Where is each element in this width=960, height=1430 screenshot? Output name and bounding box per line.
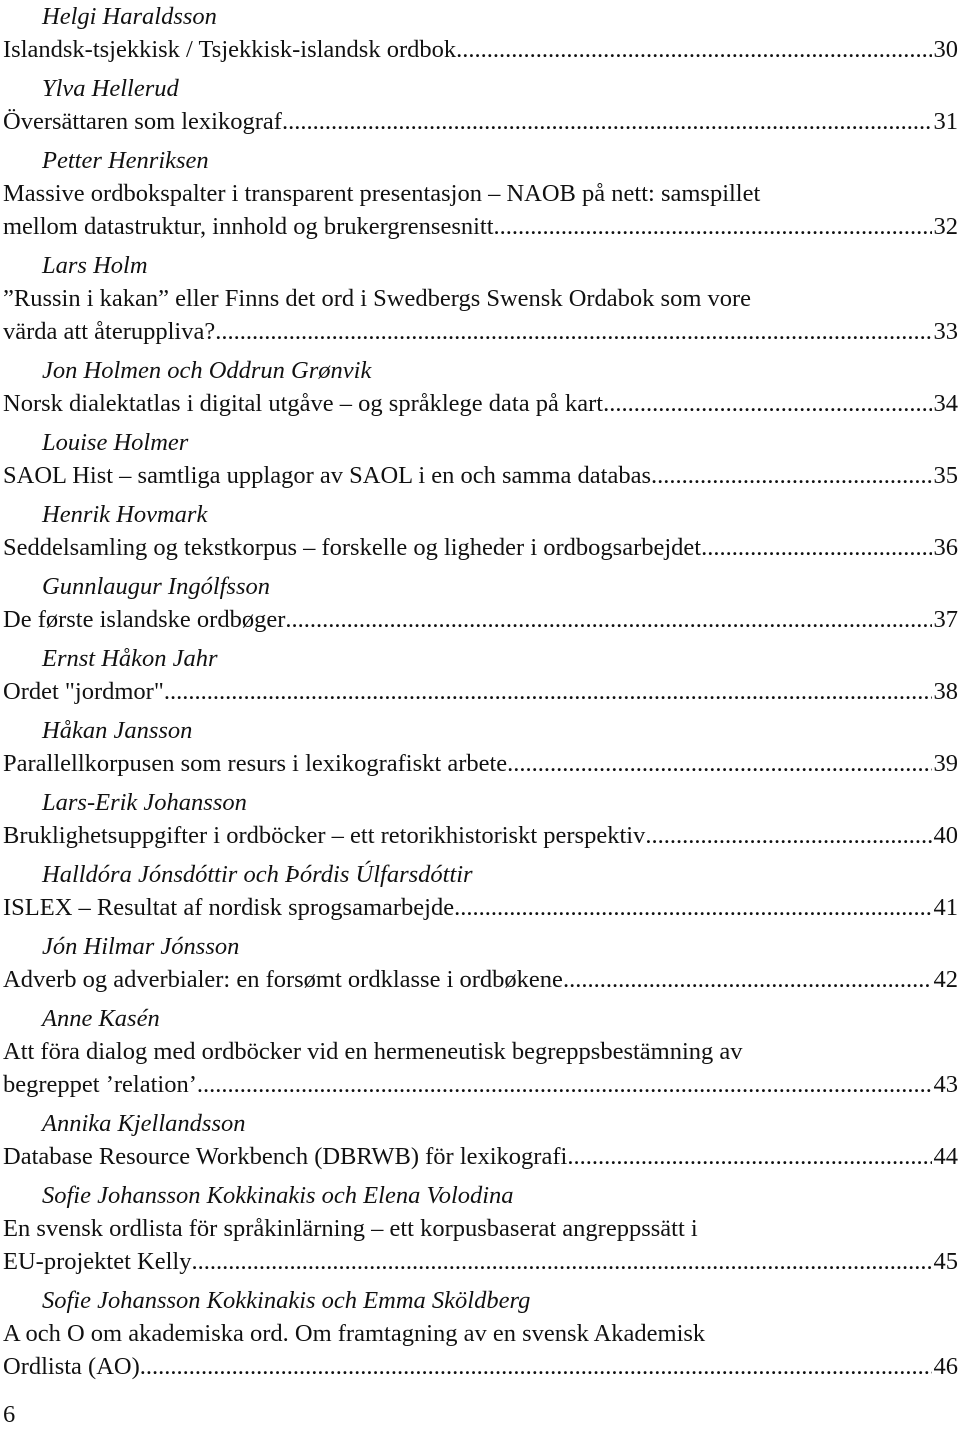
entry-page-number: 31 — [933, 108, 958, 135]
entry-author: Helgi Haraldsson — [42, 3, 217, 30]
entry-title — [3, 1317, 958, 1383]
toc-entry — [3, 930, 958, 996]
entry-author: Petter Henriksen — [42, 147, 209, 174]
entry-title — [3, 459, 958, 492]
entry-title-line: En svensk ordlista för språkinlärning – ett korpusbaserat angreppssätt i — [3, 1215, 698, 1242]
entry-title — [3, 747, 958, 780]
table-of-contents — [3, 0, 958, 1383]
entry-title-text: Norsk dialektatlas i digital utgåve – og språklege data på kart — [3, 390, 604, 417]
toc-entry — [3, 714, 958, 780]
dot-leader — [701, 531, 931, 564]
entry-page-number: 43 — [933, 1071, 958, 1098]
dot-leader — [282, 105, 932, 138]
entry-author: Annika Kjellandsson — [42, 1110, 246, 1137]
entry-author: Anne Kasén — [42, 1005, 160, 1032]
entry-title — [3, 1035, 958, 1101]
dot-leader — [651, 459, 932, 492]
entry-page-number: 44 — [933, 1143, 958, 1170]
entry-title-lastline — [3, 603, 958, 636]
toc-entry — [3, 354, 958, 420]
dot-leader — [645, 819, 931, 852]
dot-leader — [563, 963, 932, 996]
entry-title-lastline — [3, 963, 958, 996]
entry-title — [3, 105, 958, 138]
entry-title-text: De første islandske ordbøger — [3, 606, 286, 633]
dot-leader — [140, 1350, 932, 1383]
entry-title-lastline — [3, 1068, 958, 1101]
toc-entry — [3, 1002, 958, 1101]
entry-title-lastline — [3, 315, 958, 348]
entry-title-line: ”Russin i kakan” eller Finns det ord i Swedbergs Swensk Ordabok som vore — [3, 285, 752, 312]
entry-page-number: 30 — [933, 36, 958, 63]
entry-title-text: Bruklighetsuppgifter i ordböcker – ett retorikhistoriskt perspektiv — [3, 822, 646, 849]
entry-author: Lars-Erik Johansson — [42, 789, 247, 816]
toc-entry — [3, 0, 958, 66]
toc-entry — [3, 786, 958, 852]
entry-title — [3, 891, 958, 924]
page-number: 6 — [3, 1401, 16, 1428]
entry-page-number: 34 — [933, 390, 958, 417]
entry-title-text: ISLEX – Resultat af nordisk sprogsamarbejde — [3, 894, 455, 921]
entry-title — [3, 387, 958, 420]
entry-title-text: Adverb og adverbialer: en forsømt ordklasse i ordbøkene — [3, 966, 563, 993]
entry-author: Jón Hilmar Jónsson — [42, 933, 240, 960]
entry-title — [3, 1140, 958, 1173]
entry-author: Ernst Håkon Jahr — [42, 645, 218, 672]
entry-title-text: Islandsk-tsjekkisk / Tsjekkisk-islandsk ordbok — [3, 36, 457, 63]
entry-page-number: 36 — [933, 534, 958, 561]
entry-page-number: 39 — [933, 750, 958, 777]
toc-entry — [3, 249, 958, 348]
dot-leader — [285, 603, 931, 636]
entry-title-line: Att föra dialog med ordböcker vid en hermeneutisk begreppsbestämning av — [3, 1038, 743, 1065]
toc-entry — [3, 144, 958, 243]
dot-leader — [197, 1068, 932, 1101]
dot-leader — [191, 1245, 931, 1278]
entry-title-lastline — [3, 675, 958, 708]
entry-title-lastline — [3, 33, 958, 66]
entry-author: Lars Holm — [42, 252, 148, 279]
entry-title-text: Ordet "jordmor" — [3, 678, 164, 705]
dot-leader — [456, 33, 931, 66]
dot-leader — [215, 315, 931, 348]
toc-entry — [3, 1107, 958, 1173]
entry-title-text: SAOL Hist – samtliga upplagor av SAOL i en och samma databas — [3, 462, 651, 489]
entry-title-lastline — [3, 1245, 958, 1278]
toc-entry — [3, 858, 958, 924]
toc-entry — [3, 570, 958, 636]
entry-title-lastline — [3, 459, 958, 492]
entry-title-lastline — [3, 819, 958, 852]
entry-title-text: mellom datastruktur, innhold og brukergrensesnitt — [3, 213, 494, 240]
entry-title — [3, 33, 958, 66]
entry-author: Henrik Hovmark — [42, 501, 208, 528]
entry-author: Gunnlaugur Ingólfsson — [42, 573, 271, 600]
entry-title-text: Database Resource Workbench (DBRWB) för lexikografi — [3, 1143, 568, 1170]
entry-title — [3, 675, 958, 708]
entry-title-text: Ordlista (AO) — [3, 1353, 140, 1380]
toc-entry — [3, 498, 958, 564]
entry-title — [3, 1212, 958, 1278]
toc-entry — [3, 642, 958, 708]
entry-title — [3, 819, 958, 852]
entry-page-number: 45 — [933, 1248, 958, 1275]
entry-author: Sofie Johansson Kokkinakis och Emma Sköldberg — [42, 1287, 531, 1314]
entry-title — [3, 282, 958, 348]
dot-leader — [494, 210, 932, 243]
entry-author: Ylva Hellerud — [42, 75, 179, 102]
toc-entry — [3, 1179, 958, 1278]
entry-page-number: 42 — [933, 966, 958, 993]
entry-title-lastline — [3, 1140, 958, 1173]
entry-author: Sofie Johansson Kokkinakis och Elena Volodina — [42, 1182, 514, 1209]
entry-page-number: 35 — [933, 462, 958, 489]
entry-page-number: 33 — [933, 318, 958, 345]
entry-title-lastline — [3, 531, 958, 564]
entry-title-line: Massive ordbokspalter i transparent presentasjon – NAOB på nett: samspillet — [3, 180, 761, 207]
entry-title-text: EU-projektet Kelly — [3, 1248, 192, 1275]
entry-title-text: Översättaren som lexikograf — [3, 108, 282, 135]
entry-title-lastline — [3, 210, 958, 243]
toc-entry — [3, 426, 958, 492]
entry-title — [3, 177, 958, 243]
entry-title — [3, 531, 958, 564]
entry-title-lastline — [3, 891, 958, 924]
dot-leader — [164, 675, 932, 708]
entry-title-text: värda att återuppliva? — [3, 318, 216, 345]
dot-leader — [567, 1140, 931, 1173]
toc-entry — [3, 1284, 958, 1383]
dot-leader — [507, 747, 931, 780]
entry-title — [3, 963, 958, 996]
entry-title-line: A och O om akademiska ord. Om framtagning av en svensk Akademisk — [3, 1320, 706, 1347]
entry-author: Jon Holmen och Oddrun Grønvik — [42, 357, 372, 384]
entry-page-number: 32 — [933, 213, 958, 240]
entry-title-text: Parallellkorpusen som resurs i lexikografiskt arbete — [3, 750, 508, 777]
entry-title-lastline — [3, 1350, 958, 1383]
entry-title-text: begreppet ’relation’ — [3, 1071, 197, 1098]
dot-leader — [454, 891, 931, 924]
entry-title — [3, 603, 958, 636]
entry-title-lastline — [3, 747, 958, 780]
entry-title-lastline — [3, 387, 958, 420]
entry-author: Håkan Jansson — [42, 717, 193, 744]
entry-page-number: 38 — [933, 678, 958, 705]
entry-page-number: 40 — [933, 822, 958, 849]
entry-author: Halldóra Jónsdóttir och Þórdis Úlfarsdóttir — [42, 861, 473, 888]
dot-leader — [603, 387, 931, 420]
entry-title-text: Seddelsamling og tekstkorpus – forskelle og ligheder i ordbogsarbejdet — [3, 534, 702, 561]
entry-page-number: 46 — [933, 1353, 958, 1380]
toc-entry — [3, 72, 958, 138]
entry-page-number: 41 — [933, 894, 958, 921]
entry-title-lastline — [3, 105, 958, 138]
entry-author: Louise Holmer — [42, 429, 189, 456]
entry-page-number: 37 — [933, 606, 958, 633]
